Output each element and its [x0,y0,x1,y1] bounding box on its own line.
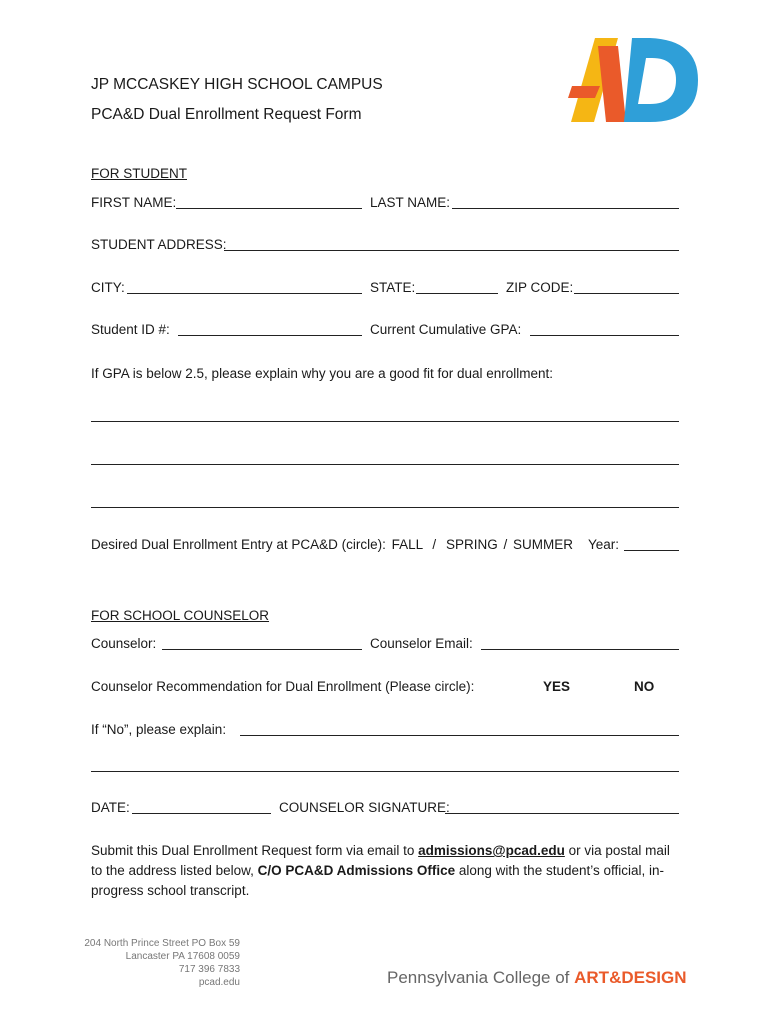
pcad-logo-icon [540,36,700,126]
footer-brand-artdesign: ART&DESIGN [574,968,687,987]
form-title: PCA&D Dual Enrollment Request Form [91,106,362,123]
first-name-label: FIRST NAME: [91,195,177,210]
counselor-field[interactable] [162,649,362,650]
footer-address: 204 North Prince Street PO Box 59 Lancaster PA 17608 0059 717 396 7833 pcad.edu [84,938,240,988]
submit-instructions: Submit this Dual Enrollment Request form via email to admissions@pcad.edu or via postal mail to the address listed below, C/O PCA&D Admissions Office along with the student’s official, in-progress school transcript. [91,843,670,898]
state-label: STATE: [370,280,416,295]
no-explain-line-1[interactable] [240,735,679,736]
last-name-field[interactable] [452,208,679,209]
counselor-email-label: Counselor Email: [370,636,473,651]
student-address-label: STUDENT ADDRESS: [91,237,227,252]
date-field[interactable] [132,813,271,814]
year-field[interactable] [624,550,679,551]
gpa-label: Current Cumulative GPA: [370,322,522,337]
entry-spring-option[interactable]: SPRING [445,537,498,552]
first-name-field[interactable] [176,208,362,209]
student-id-label: Student ID #: [91,322,170,337]
form-school-title: JP MCCASKEY HIGH SCHOOL CAMPUS [91,76,383,93]
signature-label: COUNSELOR SIGNATURE: [279,800,450,815]
no-explain-line-2[interactable] [91,771,679,772]
recommendation-label: Counselor Recommendation for Dual Enrollment (Please circle): [91,679,475,694]
gpa-field[interactable] [530,335,679,336]
city-field[interactable] [127,293,362,294]
admissions-email-link[interactable]: admissions@pcad.edu [418,843,565,858]
counselor-section-title: FOR SCHOOL COUNSELOR [91,608,270,623]
city-label: CITY: [91,280,125,295]
counselor-email-field[interactable] [481,649,679,650]
state-field[interactable] [416,293,498,294]
entry-separator: / [432,537,437,552]
student-id-field[interactable] [178,335,362,336]
entry-term-row [91,537,573,553]
date-label: DATE: [91,800,130,815]
recommendation-no-option[interactable]: NO [634,679,655,694]
admissions-office: C/O PCA&D Admissions Office [257,863,456,878]
entry-term-label: Desired Dual Enrollment Entry at PCA&D (circle): [91,537,386,552]
gpa-explain-line-1[interactable] [91,421,679,422]
gpa-explain-line-2[interactable] [91,464,679,465]
entry-fall-option[interactable]: FALL [391,537,423,552]
zip-code-label: ZIP CODE: [506,280,574,295]
zip-code-field[interactable] [574,293,679,294]
footer-brand: Pennsylvania College of ART&DESIGN [387,968,687,987]
no-explain-label: If “No”, please explain: [91,722,227,737]
recommendation-yes-option[interactable]: YES [543,679,571,694]
entry-summer-option[interactable]: SUMMER [513,537,573,552]
gpa-explain-prompt: If GPA is below 2.5, please explain why you are a good fit for dual enrollment: [91,366,554,381]
counselor-label: Counselor: [91,636,157,651]
student-section-title: FOR STUDENT [91,166,187,181]
gpa-explain-line-3[interactable] [91,507,679,508]
signature-field[interactable] [445,813,679,814]
entry-separator: / [503,537,508,552]
student-address-field[interactable] [224,250,679,251]
last-name-label: LAST NAME: [370,195,451,210]
year-label: Year: [588,537,620,552]
